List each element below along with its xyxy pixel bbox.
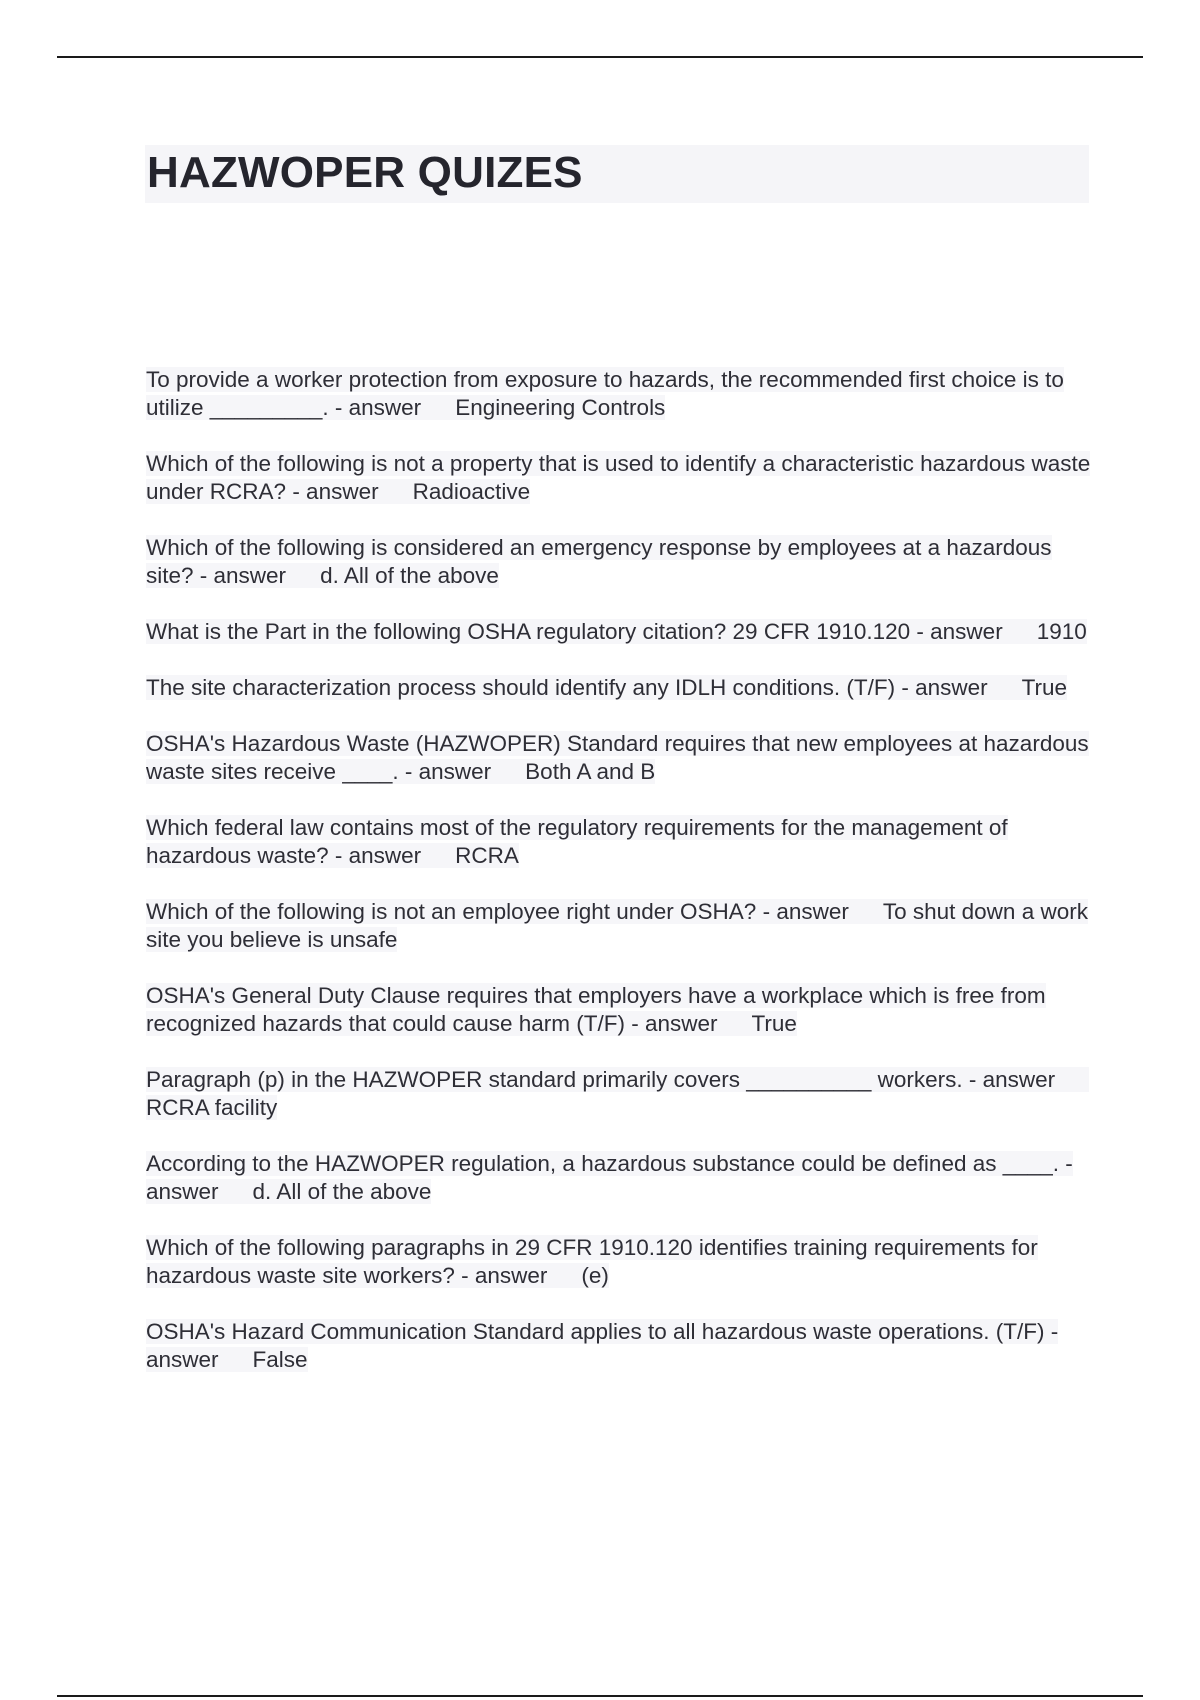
bottom-rule: [57, 1695, 1143, 1697]
question-text: Which federal law contains most of the regulatory requirements for the management of hazardous waste? - answer: [146, 815, 1008, 868]
question-text: According to the HAZWOPER regulation, a hazardous substance could be defined as ____. - answer: [146, 1151, 1073, 1204]
question-text: To provide a worker protection from exposure to hazards, the recommended first choice is to utilize _________. - answer: [146, 367, 1064, 420]
question-item: [146, 1150, 1096, 1206]
question-item: [146, 1066, 1096, 1122]
answer-text: True: [751, 1011, 797, 1036]
answer-text: RCRA facility: [146, 1095, 278, 1120]
question-item: [146, 814, 1096, 870]
answer-text: Engineering Controls: [455, 395, 666, 420]
answer-text: Both A and B: [525, 759, 656, 784]
question-text: Which of the following is considered an emergency response by employees at a hazardous site? - answer: [146, 535, 1052, 588]
question-text: Which of the following is not a property that is used to identify a characteristic hazardous waste under RCRA? - answer: [146, 451, 1091, 504]
question-item: [146, 450, 1096, 506]
question-item: [146, 674, 1096, 702]
question-list: [146, 366, 1096, 1402]
question-text: OSHA's Hazardous Waste (HAZWOPER) Standard requires that new employees at hazardous waste sites receive ____. - answer: [146, 731, 1089, 784]
answer-text: True: [1021, 675, 1068, 700]
answer-text: RCRA: [455, 843, 519, 868]
answer-text: d. All of the above: [252, 1179, 432, 1204]
question-text: The site characterization process should identify any IDLH conditions. (T/F) - answer: [146, 675, 988, 700]
answer-text: To shut down a work site you believe is unsafe: [146, 899, 1088, 952]
question-text: OSHA's Hazard Communication Standard applies to all hazardous waste operations. (T/F) - answer: [146, 1319, 1059, 1372]
question-item: [146, 1234, 1096, 1290]
question-text: Which of the following is not an employee right under OSHA? - answer: [146, 899, 849, 924]
page-title: HAZWOPER QUIZES: [147, 148, 583, 197]
question-text: Which of the following paragraphs in 29 CFR 1910.120 identifies training requirements for hazardous waste site workers? - answer: [146, 1235, 1038, 1288]
answer-text: Radioactive: [412, 479, 531, 504]
question-text: OSHA's General Duty Clause requires that employers have a workplace which is free from recognized hazards that could cause harm (T/F) - answer: [146, 983, 1046, 1036]
question-item: [146, 898, 1096, 954]
question-item: [146, 730, 1096, 786]
top-rule: [57, 56, 1143, 58]
answer-text: False: [252, 1347, 308, 1372]
question-item: [146, 534, 1096, 590]
question-item: [146, 982, 1096, 1038]
question-item: [146, 366, 1096, 422]
question-text: What is the Part in the following OSHA regulatory citation? 29 CFR 1910.120 - answer: [146, 619, 1003, 644]
question-item: [146, 618, 1096, 646]
question-text: Paragraph (p) in the HAZWOPER standard primarily covers __________ workers. - answer: [146, 1067, 1056, 1092]
answer-text: (e): [581, 1263, 609, 1288]
question-item: [146, 1318, 1096, 1374]
answer-text: 1910: [1036, 619, 1087, 644]
answer-text: d. All of the above: [320, 563, 499, 588]
